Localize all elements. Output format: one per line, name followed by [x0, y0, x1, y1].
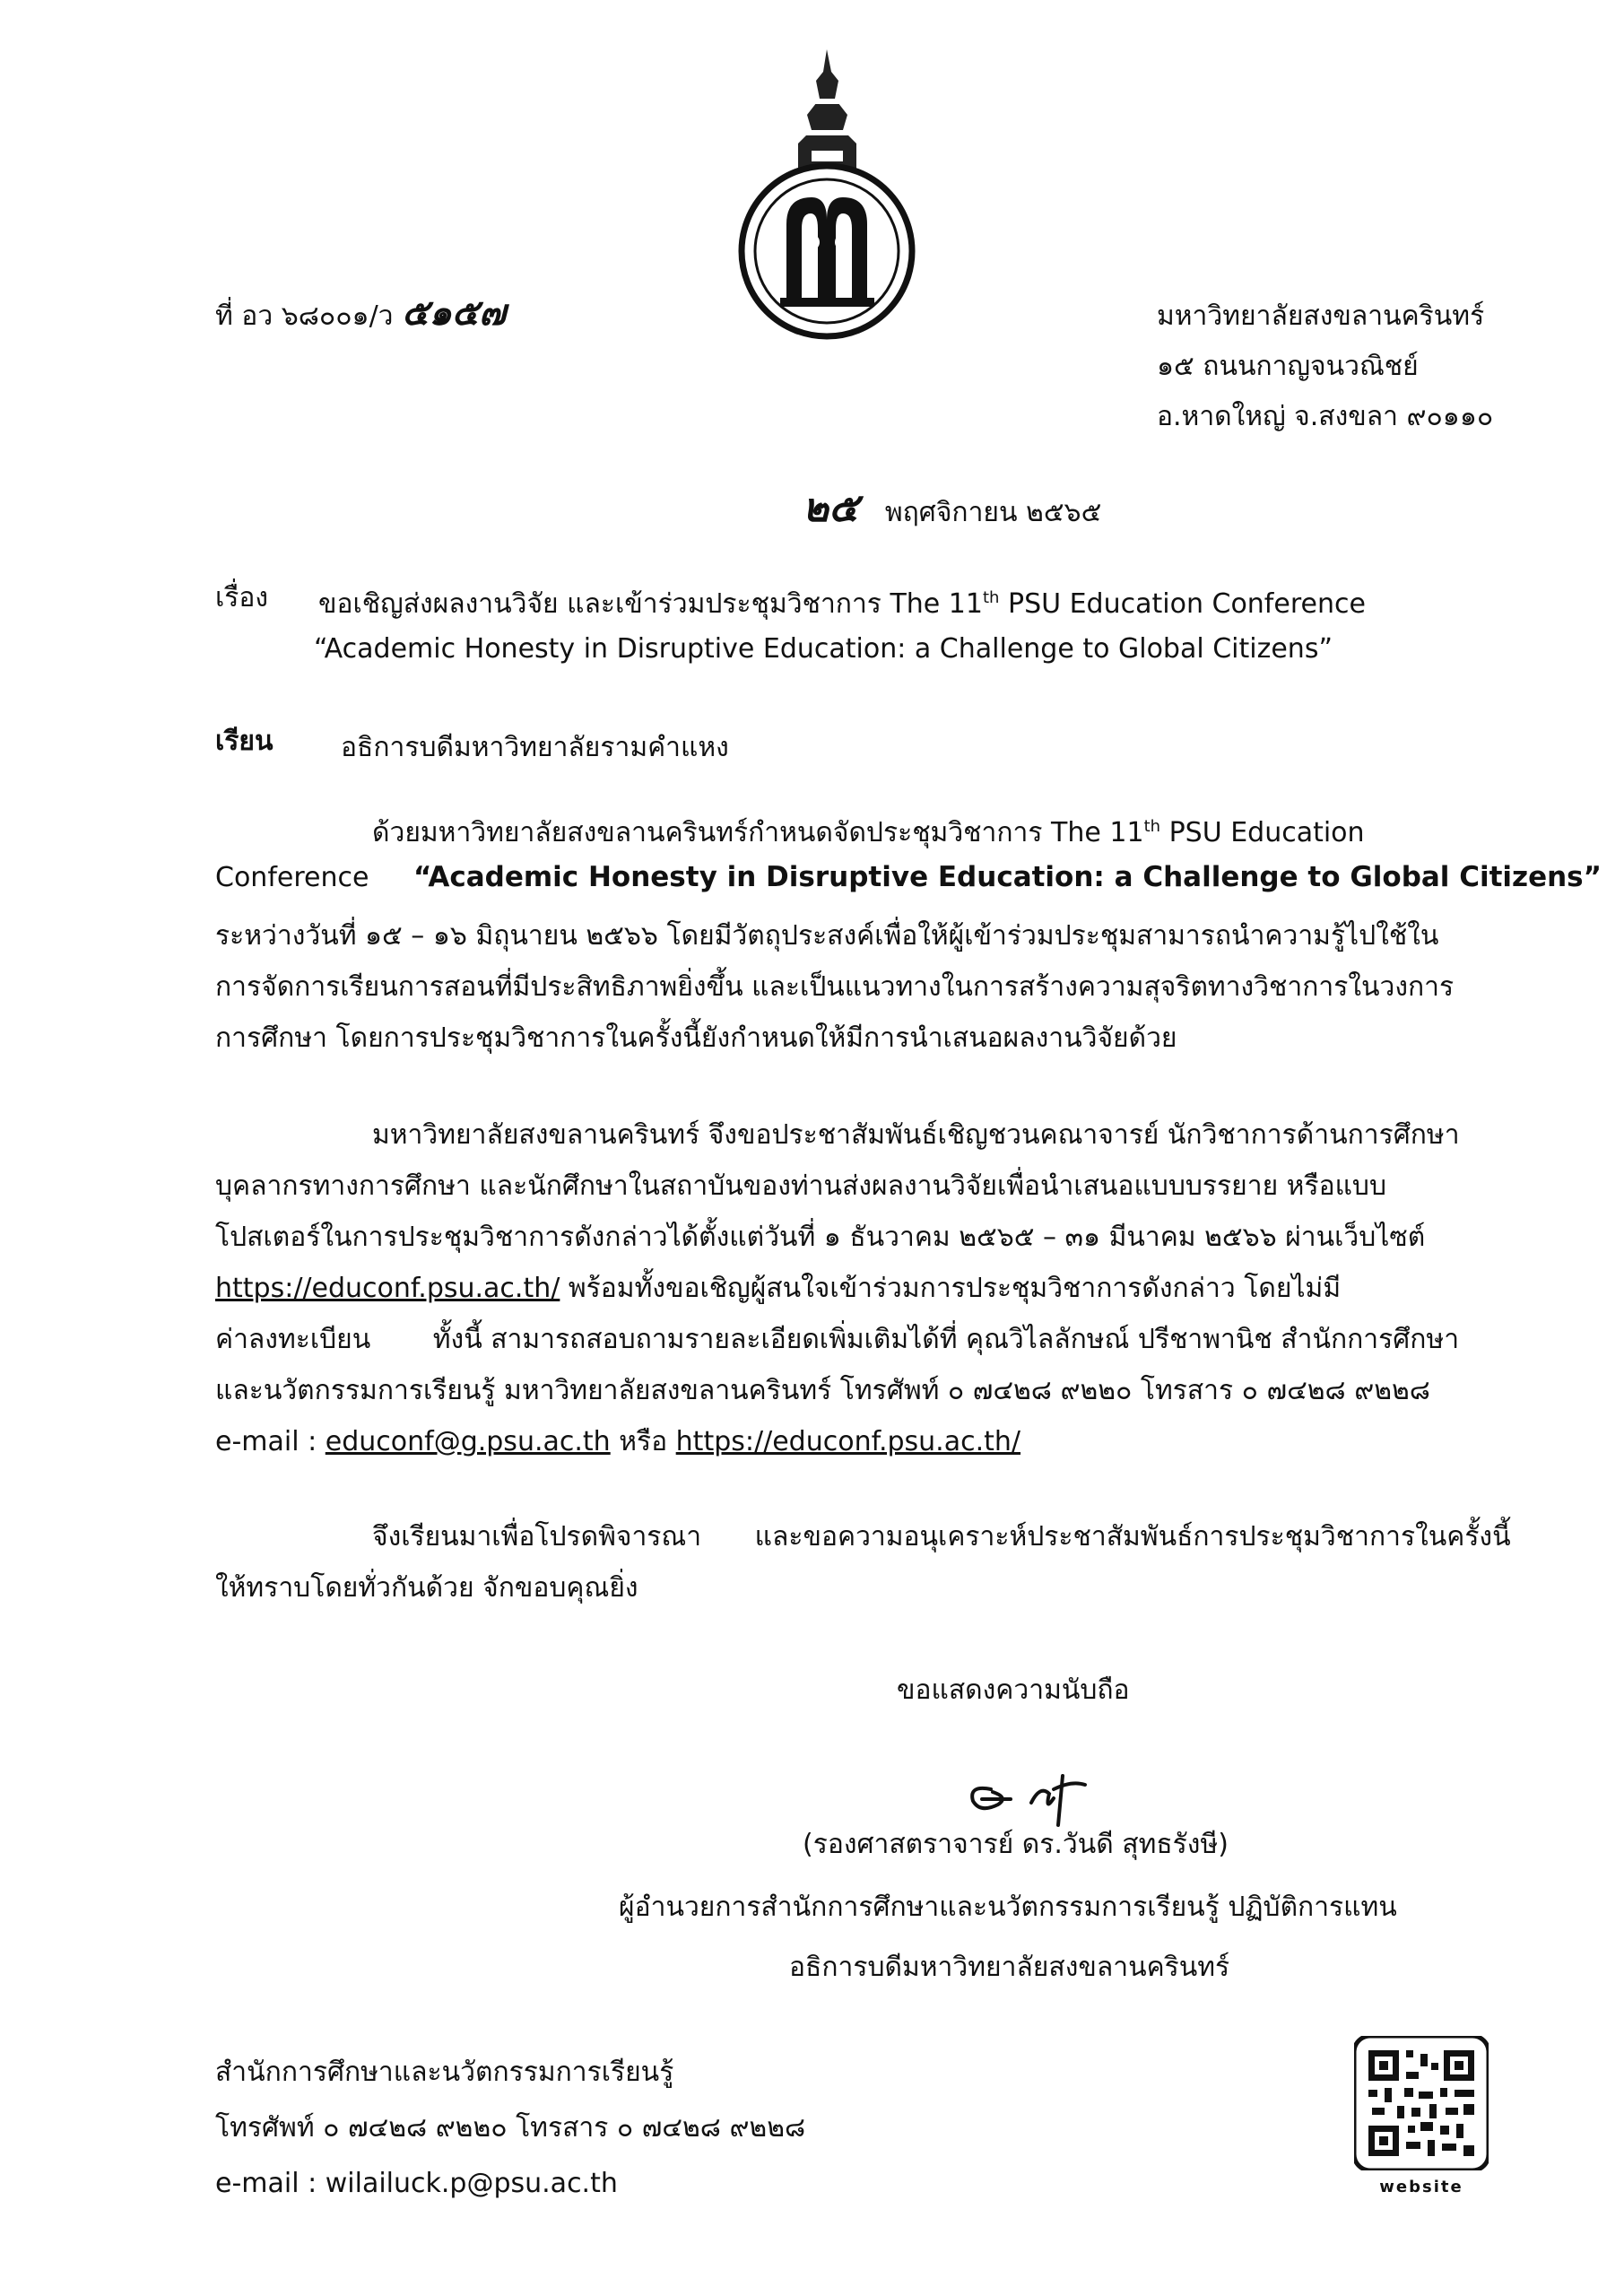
qr-code[interactable] — [1354, 2036, 1489, 2197]
p2-email-label: e-mail : — [215, 1426, 326, 1457]
date-month-year: พฤศจิกายน ๒๕๖๕ — [884, 497, 1102, 528]
paragraph-2-line-1: มหาวิทยาลัยสงขลานครินทร์ จึงขอประชาสัมพันธ์เชิญชวนคณาจารย์ นักวิชาการด้านการศึกษา — [372, 1119, 1460, 1151]
recipient-label: เรียน — [215, 726, 274, 757]
p2-contact: ทั้งนี้ สามารถสอบถามรายละเอียดเพิ่มเติมได้ที่ คุณวิไลลักษณ์ ปรีชาพานิช สำนักการศึกษา — [432, 1324, 1460, 1355]
p2-registration: ค่าลงทะเบียน — [215, 1324, 371, 1355]
p1-superscript: th — [1143, 817, 1161, 836]
subject-superscript: th — [982, 588, 1000, 607]
paragraph-2-line-5 — [215, 1318, 1459, 1361]
paragraph-2-line-2: บุคลากรทางการศึกษา และนักศึกษาในสถาบันของท่านส่งผลงานวิจัยเพื่อนำเสนอแบบบรรยาย หรือแบบ — [215, 1170, 1387, 1202]
reference-prefix: ที่ อว ๖๘๐๐๑/ว — [215, 300, 394, 332]
university-seal — [731, 45, 924, 341]
paragraph-3-line-2: ให้ทราบโดยทั่วกันด้วย จักขอบคุณยิ่ง — [215, 1572, 638, 1604]
address-line-3: อ.หาดใหญ่ จ.สงขลา ๙๐๑๑๐ — [1157, 401, 1494, 432]
p3-consider: จึงเรียนมาเพื่อโปรดพิจารณา — [372, 1521, 702, 1552]
paragraph-1-line-1 — [372, 812, 1365, 854]
p1-conference: PSU Education — [1160, 817, 1365, 848]
sender-address — [1157, 291, 1493, 442]
document-date — [803, 484, 1101, 537]
paragraph-1-line-5: การศึกษา โดยการประชุมวิชาการในครั้งนี้ยังกำหนดให้มีการนำเสนอผลงานวิจัยด้วย — [215, 1022, 1177, 1054]
qr-label: website — [1379, 2178, 1463, 2196]
paragraph-1-line-3: ระหว่างวันที่ ๑๕ – ๑๖ มิถุนายน ๒๕๖๖ โดยมีวัตถุประสงค์เพื่อให้ผู้เข้าร่วมประชุมสามารถนำความรู้ไปใช้ใน — [215, 920, 1439, 952]
website-link-2[interactable]: https://educonf.psu.ac.th/ — [675, 1426, 1021, 1457]
website-link[interactable]: https://educonf.psu.ac.th/ — [215, 1273, 560, 1304]
footer-contact — [215, 2045, 805, 2212]
signatory-name: (รองศาสตราจารย์ ดร.วันดี สุทธรังษี) — [803, 1829, 1229, 1860]
signatory-position-2: อธิการบดีมหาวิทยาลัยสงขลานครินทร์ — [789, 1952, 1230, 1983]
p2-or: หรือ — [610, 1426, 676, 1457]
address-line-1: มหาวิทยาลัยสงขลานครินทร์ — [1157, 300, 1485, 332]
paragraph-1-line-2 — [215, 861, 1602, 893]
recipient-name: อธิการบดีมหาวิทยาลัยรามคำแหง — [341, 732, 729, 763]
closing: ขอแสดงความนับถือ — [897, 1674, 1130, 1706]
p1-conference-word: Conference — [215, 862, 369, 893]
paragraph-2-line-4 — [215, 1267, 1341, 1309]
date-day: ๒๕ — [803, 485, 859, 531]
signature — [955, 1758, 1125, 1830]
paragraph-2-line-7 — [215, 1421, 1020, 1463]
footer-phone: โทรศัพท์ ๐ ๗๔๒๘ ๙๒๒๐ โทรสาร ๐ ๗๔๒๘ ๙๒๒๘ — [215, 2112, 806, 2144]
subject-line-1 — [318, 574, 1366, 629]
paragraph-2-line-3: โปสเตอร์ในการประชุมวิชาการดังกล่าวได้ตั้งแต่วันที่ ๑ ธันวาคม ๒๕๖๕ – ๓๑ มีนาคม ๒๕๖๖ ผ่านเว็บไซต์ — [215, 1222, 1426, 1253]
footer-office: สำนักการศึกษาและนวัตกรรมการเรียนรู้ — [215, 2057, 674, 2088]
reference-number: ๕๑๕๗ — [402, 291, 507, 334]
address-line-2: ๑๕ ถนนกาญจนวณิชย์ — [1157, 351, 1419, 382]
p1-text: ด้วยมหาวิทยาลัยสงขลานครินทร์กำหนดจัดประชุมวิชาการ The 11 — [372, 817, 1144, 848]
email-link[interactable]: educonf@g.psu.ac.th — [325, 1426, 611, 1457]
subject-label: เรื่อง — [215, 582, 269, 613]
subject-line-2: “Academic Honesty in Disruptive Education: a Challenge to Global Citizens” — [314, 633, 1333, 665]
subject-text: ขอเชิญส่งผลงานวิจัย และเข้าร่วมประชุมวิชาการ The 11 — [318, 588, 983, 620]
signatory-position-1: ผู้อำนวยการสำนักการศึกษาและนวัตกรรมการเรียนรู้ ปฏิบัติการแทน — [619, 1892, 1397, 1923]
paragraph-2-line-6: และนวัตกรรมการเรียนรู้ มหาวิทยาลัยสงขลานครินทร์ โทรศัพท์ ๐ ๗๔๒๘ ๙๒๒๐ โทรสาร ๐ ๗๔๒๘ ๙๒๒๘ — [215, 1375, 1430, 1406]
paragraph-3-line-1 — [372, 1516, 1511, 1558]
p1-conference-title: “Academic Honesty in Disruptive Education: a Challenge to Global Citizens” — [413, 861, 1602, 893]
p2-invite-text: พร้อมทั้งขอเชิญผู้สนใจเข้าร่วมการประชุมวิชาการดังกล่าว โดยไม่มี — [560, 1273, 1342, 1304]
footer-email: e-mail : wilailuck.p@psu.ac.th — [215, 2168, 618, 2199]
subject-conference: PSU Education Conference — [999, 588, 1366, 620]
paragraph-1-line-4: การจัดการเรียนการสอนที่มีประสิทธิภาพยิ่งขึ้น และเป็นแนวทางในการสร้างความสุจริตทางวิชาการในวงการ — [215, 971, 1455, 1003]
document-reference — [215, 289, 506, 341]
p3-request: และขอความอนุเคราะห์ประชาสัมพันธ์การประชุมวิชาการในครั้งนี้ — [754, 1521, 1511, 1552]
